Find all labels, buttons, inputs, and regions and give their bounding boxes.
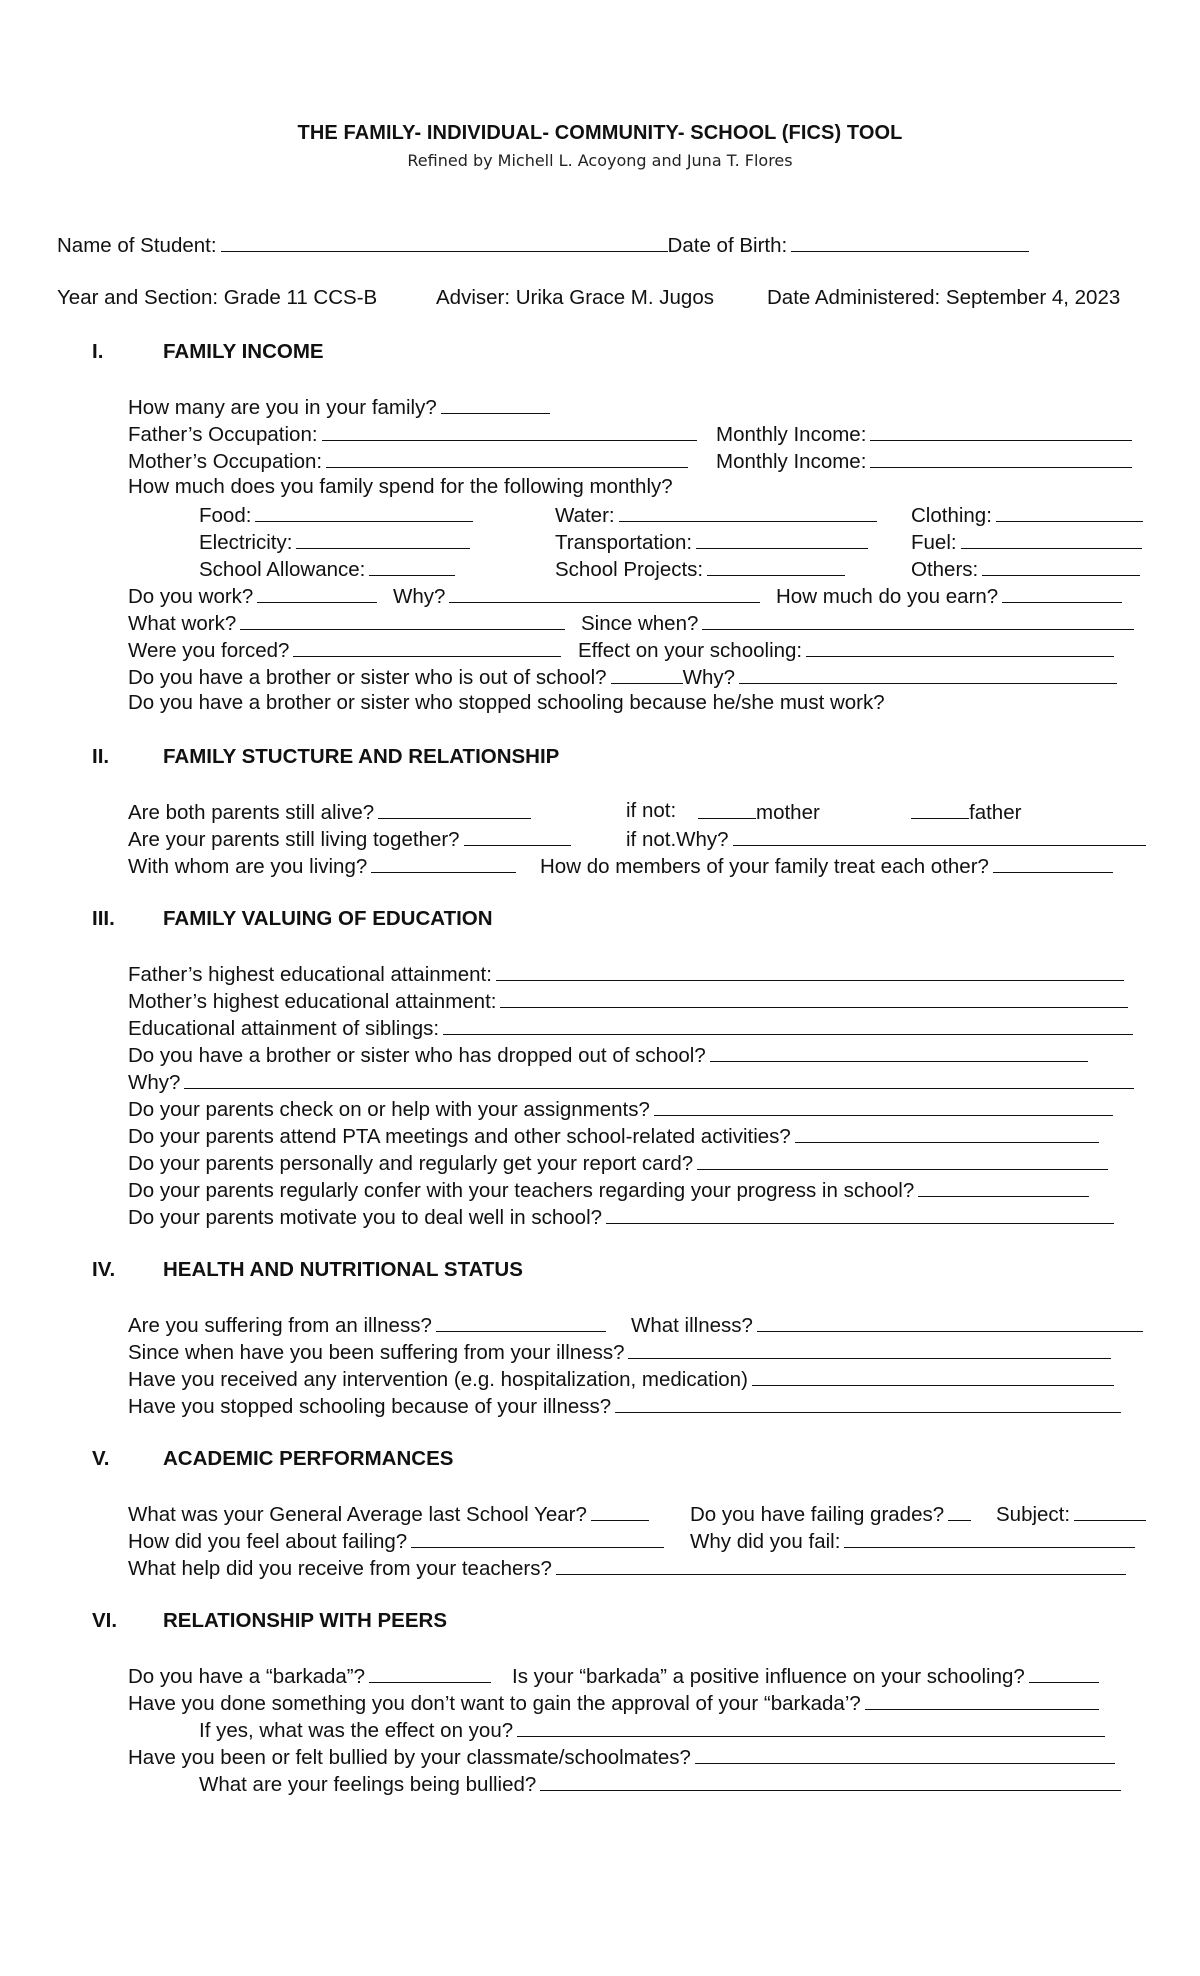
report-card-blank[interactable] — [697, 1150, 1108, 1170]
transportation-row — [555, 529, 868, 555]
q-report-card-row — [128, 1150, 1108, 1176]
transportation-blank[interactable] — [696, 529, 868, 549]
section-title-academic: ACADEMIC PERFORMANCES — [163, 1447, 454, 1470]
others-blank[interactable] — [982, 556, 1140, 576]
q-feelings-label: What are your feelings being bullied? — [199, 1773, 537, 1796]
clothing-row — [911, 502, 1143, 528]
work-blank[interactable] — [257, 583, 377, 603]
illness-blank[interactable] — [436, 1312, 606, 1332]
if-not-why-blank[interactable] — [733, 826, 1146, 846]
why-label: Why? — [128, 1071, 181, 1094]
if-not-label: if not: — [626, 799, 677, 822]
motivate-blank[interactable] — [606, 1204, 1114, 1224]
school-projects-row — [555, 556, 845, 582]
q-barkada-label: Do you have a “barkada”? — [128, 1665, 366, 1688]
q-stopped-label: Have you stopped schooling because of your illness? — [128, 1395, 612, 1418]
forced-blank[interactable] — [293, 637, 561, 657]
q-treat-row — [540, 853, 1113, 879]
mothers-occupation-blank[interactable] — [326, 448, 688, 468]
monthly-income-2-row — [716, 448, 1132, 474]
fuel-blank[interactable] — [961, 529, 1142, 549]
water-row — [555, 502, 877, 528]
what-work-blank[interactable] — [240, 610, 565, 630]
mothers-occupation-row — [128, 448, 688, 474]
q-approval-row — [128, 1690, 1099, 1716]
q-spend-label: How much does you family spend for the following monthly? — [128, 475, 673, 498]
form-title: THE FAMILY- INDIVIDUAL- COMMUNITY- SCHOOL (FICS) TOOL — [297, 122, 903, 144]
average-blank[interactable] — [591, 1501, 649, 1521]
q-mother-edu-row — [128, 988, 1128, 1014]
q-confer-label: Do your parents regularly confer with your teachers regarding your progress in school? — [128, 1179, 915, 1202]
whom-living-blank[interactable] — [371, 853, 516, 873]
q-report-card-label: Do your parents personally and regularly get your report card? — [128, 1152, 694, 1175]
adviser-row — [436, 286, 714, 310]
q-parents-alive-label: Are both parents still alive? — [128, 801, 375, 824]
approval-blank[interactable] — [865, 1690, 1099, 1710]
dob-label: Date of Birth: — [667, 234, 788, 257]
q-father-edu-label: Father’s highest educational attainment: — [128, 963, 492, 986]
q-since-when-row — [128, 1339, 1111, 1365]
treat-blank[interactable] — [993, 853, 1113, 873]
if-not-why-label: if not.Why? — [626, 828, 729, 851]
q-siblings-edu-row — [128, 1015, 1133, 1041]
parents-alive-blank[interactable] — [378, 799, 531, 819]
q-work-label: Do you work? — [128, 585, 254, 608]
form-subtitle: Refined by Michell L. Acoyong and Juna T. Flores — [407, 151, 793, 170]
if-not-why-row — [626, 826, 1146, 852]
q-stopped-row — [128, 1393, 1121, 1419]
fuel-row — [911, 529, 1142, 555]
q-sibling-dropped-label: Do you have a brother or sister who has dropped out of school? — [128, 1044, 706, 1067]
dob-blank[interactable] — [791, 232, 1029, 252]
q-help-label: What help did you receive from your teachers? — [128, 1557, 552, 1580]
q-effect-label: If yes, what was the effect on you? — [199, 1719, 514, 1742]
fathers-occupation-blank[interactable] — [322, 421, 697, 441]
forced-label: Were you forced? — [128, 639, 290, 662]
q-intervention-label: Have you received any intervention (e.g. hospitalization, medication) — [128, 1368, 748, 1391]
q-sibling-stopped-label: Do you have a brother or sister who stopped schooling because he/she must work? — [128, 691, 885, 714]
section-num-4: IV. — [92, 1258, 116, 1281]
q-work-row — [128, 583, 377, 609]
q-why-fail-label: Why did you fail: — [690, 1530, 841, 1553]
q-sibling-dropped-row — [128, 1042, 1088, 1068]
section-num-3: III. — [92, 907, 115, 930]
barkada-blank[interactable] — [369, 1663, 491, 1683]
water-blank[interactable] — [619, 502, 877, 522]
intervention-blank[interactable] — [752, 1366, 1114, 1386]
what-work-label: What work? — [128, 612, 237, 635]
q-failing-row — [690, 1501, 971, 1527]
q-approval-label: Have you done something you don’t want to gain the approval of your “barkada’? — [128, 1692, 861, 1715]
q-bullied-label: Have you been or felt bullied by your classmate/schoolmates? — [128, 1746, 691, 1769]
q-positive-row — [512, 1663, 1099, 1689]
year-section-row — [57, 286, 377, 310]
q-family-size-row — [128, 394, 550, 420]
student-name-row — [57, 232, 1029, 258]
q-assignments-row — [128, 1096, 1113, 1122]
date-administered-row — [767, 286, 1120, 310]
mother-edu-blank[interactable] — [500, 988, 1128, 1008]
q-motivate-row — [128, 1204, 1114, 1230]
father-edu-blank[interactable] — [496, 961, 1124, 981]
others-label: Others: — [911, 558, 979, 581]
q-family-size-label: How many are you in your family? — [128, 396, 437, 419]
q-effect-row — [199, 1717, 1105, 1743]
q-earn-label: How much do you earn? — [776, 585, 999, 608]
bullied-blank[interactable] — [695, 1744, 1115, 1764]
what-illness-row — [631, 1312, 1143, 1338]
effect-schooling-blank[interactable] — [806, 637, 1114, 657]
why-2-blank[interactable] — [739, 664, 1117, 684]
q-feelings-row — [199, 1771, 1121, 1797]
sibling-dropped-blank[interactable] — [710, 1042, 1088, 1062]
q-living-together-row — [128, 826, 571, 852]
q-why-fail-row — [690, 1528, 1135, 1554]
feelings-blank[interactable] — [540, 1771, 1121, 1791]
q-sibling-out-label: Do you have a brother or sister who is out of school? — [128, 666, 607, 689]
what-illness-blank[interactable] — [757, 1312, 1143, 1332]
monthly-income-1-blank[interactable] — [870, 421, 1132, 441]
q-help-row — [128, 1555, 1126, 1581]
q-motivate-label: Do your parents motivate you to deal well in school? — [128, 1206, 603, 1229]
q-parents-alive-row — [128, 799, 531, 825]
q-confer-row — [128, 1177, 1089, 1203]
failing-blank[interactable] — [948, 1501, 971, 1521]
water-label: Water: — [555, 504, 615, 527]
q-living-together-label: Are your parents still living together? — [128, 828, 460, 851]
monthly-income-1-label: Monthly Income: — [716, 423, 867, 446]
fathers-occupation-row — [128, 421, 697, 447]
q-sibling-out-row — [128, 664, 1117, 690]
fuel-label: Fuel: — [911, 531, 957, 554]
father-row — [911, 799, 1021, 825]
father-label: father — [969, 801, 1022, 824]
feel-blank[interactable] — [411, 1528, 664, 1548]
clothing-blank[interactable] — [996, 502, 1143, 522]
q-illness-row — [128, 1312, 606, 1338]
pta-blank[interactable] — [795, 1123, 1099, 1143]
q-since-when-label: Since when have you been suffering from your illness? — [128, 1341, 625, 1364]
school-allowance-blank[interactable] — [369, 556, 455, 576]
q-average-label: What was your General Average last School Year? — [128, 1503, 587, 1526]
q-whom-living-row — [128, 853, 516, 879]
q-earn-row — [776, 583, 1122, 609]
subject-blank[interactable] — [1074, 1501, 1146, 1521]
q-treat-label: How do members of your family treat each other? — [540, 855, 989, 878]
forced-row — [128, 637, 561, 663]
food-row — [199, 502, 473, 528]
section-title-peers: RELATIONSHIP WITH PEERS — [163, 1609, 447, 1632]
help-blank[interactable] — [556, 1555, 1126, 1575]
effect-schooling-row — [578, 637, 1114, 663]
section-title-family-valuing: FAMILY VALUING OF EDUCATION — [163, 907, 493, 930]
q-feel-label: How did you feel about failing? — [128, 1530, 408, 1553]
school-projects-blank[interactable] — [707, 556, 845, 576]
monthly-income-2-blank[interactable] — [870, 448, 1132, 468]
clothing-label: Clothing: — [911, 504, 992, 527]
date-administered-label: Date Administered: September 4, 2023 — [767, 286, 1121, 309]
q-illness-label: Are you suffering from an illness? — [128, 1314, 432, 1337]
since-when-blank[interactable] — [702, 610, 1134, 630]
why-1-blank[interactable] — [449, 583, 760, 603]
electricity-label: Electricity: — [199, 531, 293, 554]
school-projects-label: School Projects: — [555, 558, 704, 581]
what-work-row — [128, 610, 565, 636]
student-name-blank[interactable] — [221, 232, 668, 252]
q-assignments-label: Do your parents check on or help with your assignments? — [128, 1098, 650, 1121]
q-mother-edu-label: Mother’s highest educational attainment: — [128, 990, 497, 1013]
food-label: Food: — [199, 504, 252, 527]
monthly-income-1-row — [716, 421, 1132, 447]
since-when-illness-blank[interactable] — [628, 1339, 1111, 1359]
electricity-row — [199, 529, 470, 555]
q-barkada-row — [128, 1663, 491, 1689]
living-together-blank[interactable] — [464, 826, 571, 846]
subject-label: Subject: — [996, 1503, 1071, 1526]
assignments-blank[interactable] — [654, 1096, 1113, 1116]
student-name-label: Name of Student: — [57, 234, 217, 257]
subject-row — [996, 1501, 1146, 1527]
mother-row — [698, 799, 820, 825]
q-intervention-row — [128, 1366, 1114, 1392]
section-title-family-income: FAMILY INCOME — [163, 340, 324, 363]
q-pta-row — [128, 1123, 1099, 1149]
section-num-6: VI. — [92, 1609, 118, 1632]
food-blank[interactable] — [255, 502, 473, 522]
q-feel-row — [128, 1528, 664, 1554]
mother-label: mother — [756, 801, 820, 824]
q-father-edu-row — [128, 961, 1124, 987]
school-allowance-row — [199, 556, 455, 582]
siblings-edu-blank[interactable] — [443, 1015, 1133, 1035]
others-row — [911, 556, 1140, 582]
father-blank[interactable] — [911, 799, 969, 819]
if-not-row — [626, 799, 676, 823]
why-2-label: Why? — [682, 666, 735, 689]
positive-blank[interactable] — [1029, 1663, 1099, 1683]
electricity-blank[interactable] — [296, 529, 470, 549]
q-bullied-row — [128, 1744, 1115, 1770]
why-fail-blank[interactable] — [844, 1528, 1135, 1548]
why-row — [128, 1069, 1134, 1095]
why-1-row — [393, 583, 760, 609]
school-allowance-label: School Allowance: — [199, 558, 366, 581]
why-blank[interactable] — [184, 1069, 1134, 1089]
earn-blank[interactable] — [1002, 583, 1122, 603]
sibling-out-blank[interactable] — [611, 664, 683, 684]
family-size-blank[interactable] — [441, 394, 550, 414]
section-title-health: HEALTH AND NUTRITIONAL STATUS — [163, 1258, 523, 1281]
transportation-label: Transportation: — [555, 531, 693, 554]
q-spend-row — [128, 475, 673, 499]
effect-schooling-label: Effect on your schooling: — [578, 639, 803, 662]
q-positive-label: Is your “barkada” a positive influence on your schooling? — [512, 1665, 1025, 1688]
what-illness-label: What illness? — [631, 1314, 753, 1337]
q-average-row — [128, 1501, 649, 1527]
adviser-label: Adviser: Urika Grace M. Jugos — [436, 286, 714, 309]
since-when-label: Since when? — [581, 612, 699, 635]
year-section-label: Year and Section: Grade 11 CCS-B — [57, 286, 378, 309]
why-1-label: Why? — [393, 585, 446, 608]
q-whom-living-label: With whom are you living? — [128, 855, 368, 878]
section-num-1: I. — [92, 340, 104, 363]
q-siblings-edu-label: Educational attainment of siblings: — [128, 1017, 440, 1040]
monthly-income-2-label: Monthly Income: — [716, 450, 867, 473]
stopped-blank[interactable] — [615, 1393, 1121, 1413]
mother-blank[interactable] — [698, 799, 756, 819]
effect-blank[interactable] — [517, 1717, 1105, 1737]
q-pta-label: Do your parents attend PTA meetings and other school-related activities? — [128, 1125, 791, 1148]
since-when-row — [581, 610, 1134, 636]
section-title-family-structure: FAMILY STUCTURE AND RELATIONSHIP — [163, 745, 560, 768]
section-num-5: V. — [92, 1447, 110, 1470]
q-sibling-stopped-row — [128, 691, 885, 715]
fathers-occupation-label: Father’s Occupation: — [128, 423, 318, 446]
mothers-occupation-label: Mother’s Occupation: — [128, 450, 323, 473]
section-num-2: II. — [92, 745, 110, 768]
confer-blank[interactable] — [918, 1177, 1089, 1197]
q-failing-label: Do you have failing grades? — [690, 1503, 945, 1526]
